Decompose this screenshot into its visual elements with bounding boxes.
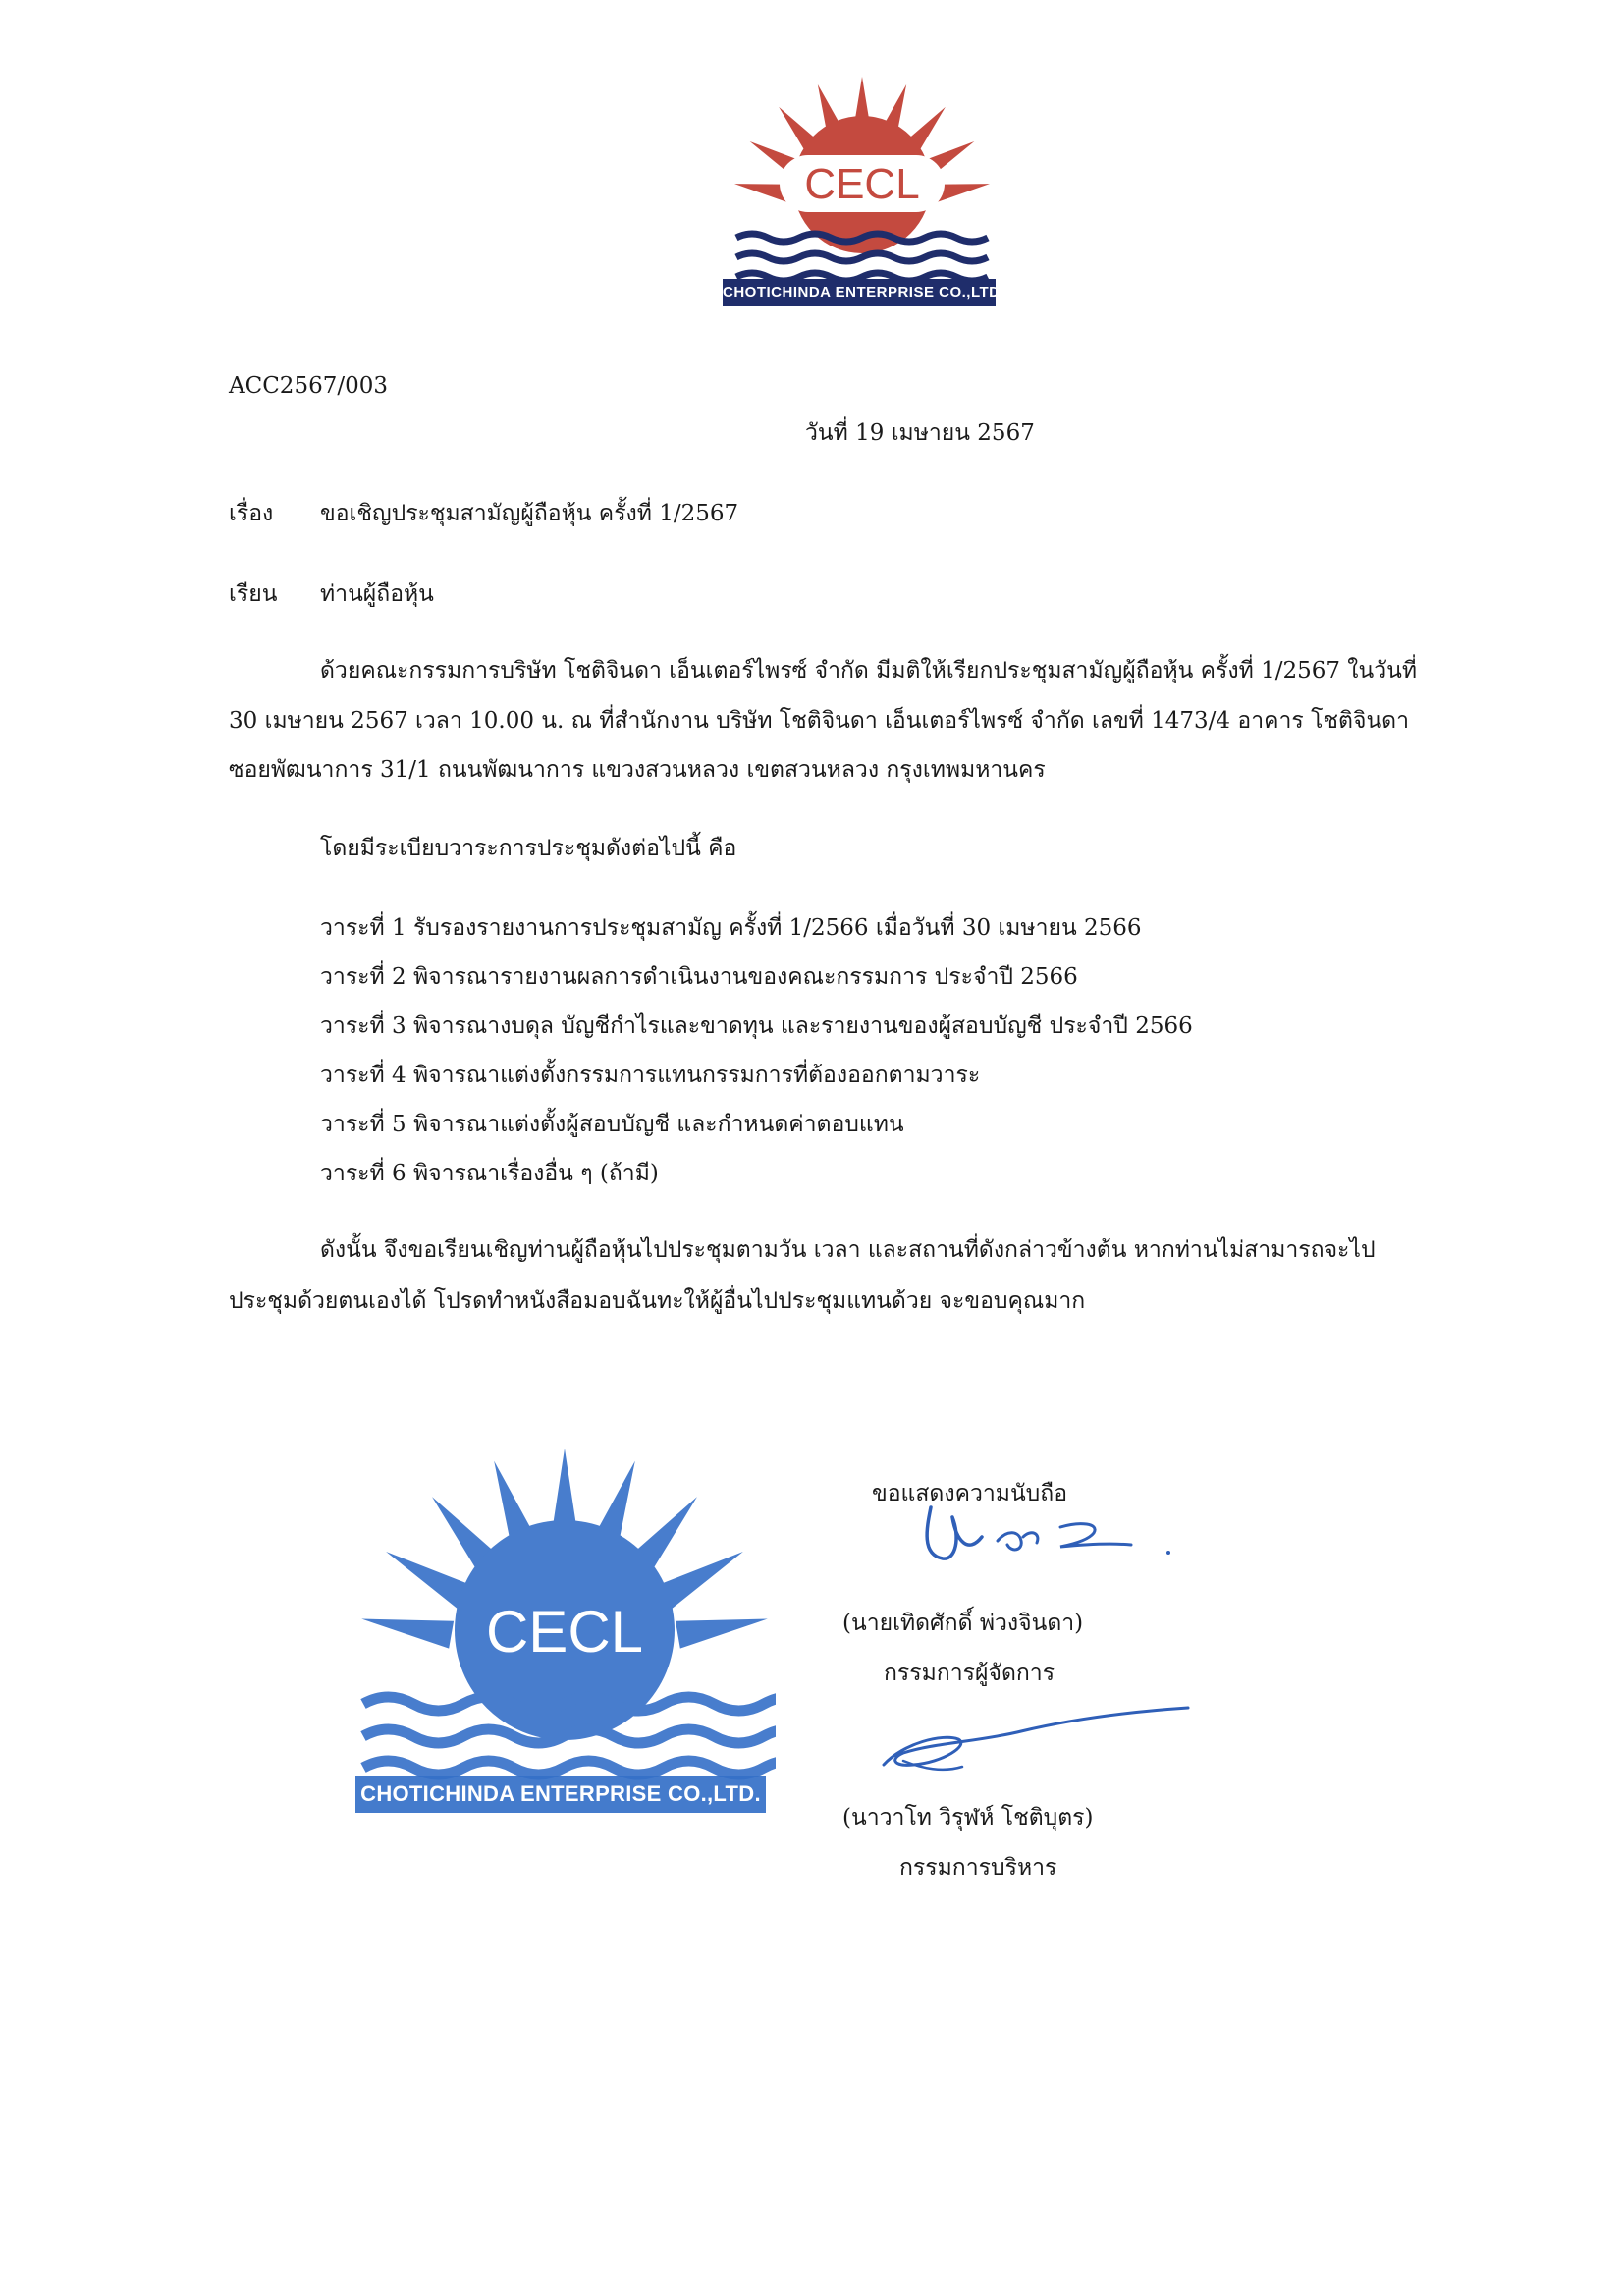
- agenda-item: วาระที่ 6 พิจารณาเรื่องอื่น ๆ (ถ้ามี): [320, 1161, 659, 1186]
- wave-line: [736, 234, 988, 242]
- wave-line: [363, 1729, 776, 1743]
- closing-line: ดังนั้น จึงขอเรียนเชิญท่านผู้ถือหุ้นไปประชุมตามวัน เวลา และสถานที่ดังกล่าวข้างต้น หากท่านไม่สามารถจะไป: [320, 1237, 1376, 1263]
- subject-text: ขอเชิญประชุมสามัญผู้ถือหุ้น ครั้งที่ 1/2567: [320, 501, 739, 526]
- recipient-text: ท่านผู้ถือหุ้น: [320, 581, 434, 607]
- intro-line: ด้วยคณะกรรมการบริษัท โชติจินดา เอ็นเตอร์ไพรซ์ จำกัด มีมติให้เรียกประชุมสามัญผู้ถือหุ้น ครั้งที่ 1/2567 ในวันที่: [320, 658, 1418, 683]
- agenda-item: วาระที่ 3 พิจารณางบดุล บัญชีกำไรและขาดทุน และรายงานของผู้สอบบัญชี ประจำปี 2566: [320, 1013, 1193, 1039]
- agenda-item: วาระที่ 1 รับรองรายงานการประชุมสามัญ ครั้งที่ 1/2566 เมื่อวันที่ 30 เมษายน 2566: [320, 915, 1142, 941]
- regards-text: ขอแสดงความนับถือ: [872, 1481, 1068, 1506]
- signatory-title: กรรมการผู้จัดการ: [884, 1661, 1055, 1686]
- agenda-item: วาระที่ 2 พิจารณารายงานผลการดำเนินงานของคณะกรรมการ ประจำปี 2566: [320, 964, 1078, 990]
- signature-image: [864, 1704, 1198, 1792]
- logo-text: CECL: [804, 160, 920, 208]
- company-logo: [715, 69, 1009, 309]
- company-caption: CHOTICHINDA ENTERPRISE CO.,LTD.: [723, 279, 996, 306]
- intro-line: 30 เมษายน 2567 เวลา 10.00 น. ณ ที่สำนักงาน บริษัท โชติจินดา เอ็นเตอร์ไพรซ์ จำกัด เลขที่ 1473/4 อาคาร โชติจินดา: [229, 708, 1410, 734]
- reference-number: ACC2567/003: [229, 373, 388, 399]
- wave-line: [736, 253, 988, 261]
- closing-line: ประชุมด้วยตนเองได้ โปรดทำหนังสือมอบฉันทะให้ผู้อื่นไปประชุมแทนด้วย จะขอบคุณมาก: [229, 1288, 1086, 1314]
- stamp-caption: CHOTICHINDA ENTERPRISE CO.,LTD.: [355, 1776, 766, 1813]
- subject-label: เรื่อง: [229, 501, 274, 526]
- letter-date: วันที่ 19 เมษายน 2567: [805, 420, 1035, 446]
- sun-ray: [676, 1619, 768, 1649]
- agenda-item: วาระที่ 4 พิจารณาแต่งตั้งกรรมการแทนกรรมการที่ต้องออกตามวาระ: [320, 1063, 981, 1088]
- wave-line: [363, 1761, 776, 1775]
- signature-image: [913, 1498, 1178, 1576]
- signatory-title: กรรมการบริหาร: [899, 1855, 1057, 1881]
- recipient-label: เรียน: [229, 581, 278, 607]
- company-stamp: [353, 1444, 776, 1817]
- sun-ray: [361, 1619, 454, 1649]
- stamp-logo-text: CECL: [485, 1599, 644, 1665]
- agenda-intro: โดยมีระเบียบวาระการประชุมดังต่อไปนี้ คือ: [320, 836, 737, 861]
- signatory-name: (นายเทิดศักดิ์ พ่วงจินดา): [842, 1611, 1084, 1636]
- signatory-name: (นาวาโท วิรุฬห์ โชติบุตร): [842, 1805, 1094, 1831]
- agenda-item: วาระที่ 5 พิจารณาแต่งตั้งผู้สอบบัญชี และกำหนดค่าตอบแทน: [320, 1112, 904, 1137]
- intro-line: ซอยพัฒนาการ 31/1 ถนนพัฒนาการ แขวงสวนหลวง เขตสวนหลวง กรุงเทพมหานคร: [229, 757, 1046, 783]
